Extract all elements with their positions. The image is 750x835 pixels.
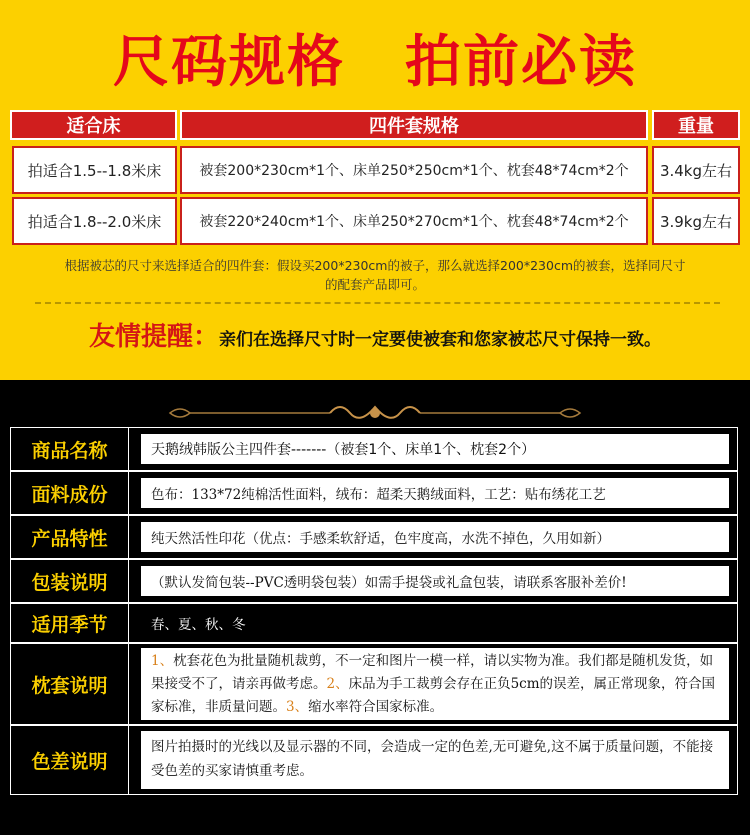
pillow-num-3: 3、 [286, 699, 309, 715]
info-row-name [10, 427, 738, 471]
info-label: 枕套说明 [11, 644, 129, 724]
decorative-ornament-icon [0, 400, 750, 426]
info-value [141, 648, 729, 721]
header-weight: 重量 [652, 110, 740, 140]
pillow-num-2: 2、 [326, 676, 349, 692]
info-value-box [141, 648, 729, 720]
title-must-read: 拍前必读 [405, 30, 637, 95]
info-row-season [10, 603, 738, 643]
title-size-spec: 尺码规格 [113, 30, 345, 95]
friendly-reminder [0, 316, 750, 353]
page-title [0, 18, 750, 98]
info-row-fabric [10, 471, 738, 515]
info-row-feature [10, 515, 738, 559]
row1-weight: 3.4kg左右 [652, 146, 740, 194]
size-note-line2: 的配套产品即可。 [324, 277, 425, 292]
header-spec: 四件套规格 [180, 110, 648, 140]
info-label: 包装说明 [11, 560, 129, 602]
info-row-packaging [10, 559, 738, 603]
row2-weight: 3.9kg左右 [652, 197, 740, 245]
info-value: 色布：133*72纯棉活性面料，绒布：超柔天鹅绒面料，工艺：贴布绣花工艺 [151, 487, 606, 503]
row1-bed: 拍适合1.5--1.8米床 [12, 146, 177, 194]
pillow-text-2: 床品为手工裁剪会存在正负5cm的误差，属正常现象，符合国家标准，非质量问题。 [151, 676, 716, 715]
row2-bed: 拍适合1.8--2.0米床 [12, 197, 177, 245]
info-value: 纯天然活性印花（优点：手感柔软舒适，色牢度高，水洗不掉色，久用如新） [151, 531, 610, 547]
info-value: 图片拍摄时的光线以及显示器的不同，会造成一定的色差,无可避免,这不属于质量问题，不能接受色差的买家请慎重考虑。 [151, 739, 714, 779]
size-note [30, 256, 720, 294]
reminder-label: 友情提醒： [88, 322, 219, 352]
info-value-box [141, 478, 729, 508]
size-note-line1: 根据被芯的尺寸来选择适合的四件套：假设买200*230cm的被子，那么就选择200*230cm的被套，选择同尺寸 [64, 258, 686, 273]
info-value-box [141, 731, 729, 789]
pillow-num-1: 1、 [151, 653, 174, 669]
info-value-box [141, 522, 729, 552]
info-row-pillow [10, 643, 738, 725]
info-label: 商品名称 [11, 428, 129, 470]
size-section [0, 0, 750, 380]
info-value: 天鹅绒韩版公主四件套-------（被套1个、床单1个、枕套2个） [151, 442, 536, 458]
info-value: 春、夏、秋、冬 [151, 617, 246, 633]
info-value-box [141, 566, 729, 596]
pillow-text-3: 缩水率符合国家标准。 [308, 699, 444, 715]
info-label: 色差说明 [11, 726, 129, 794]
info-value: （默认发简包装--PVC透明袋包装）如需手提袋或礼盒包装，请联系客服补差价! [151, 575, 627, 591]
info-label: 适用季节 [11, 604, 129, 642]
reminder-text: 亲们在选择尺寸时一定要使被套和您家被芯尺寸保持一致。 [219, 330, 661, 350]
pillow-text-1: 枕套花色为批量随机裁剪，不一定和图片一模一样，请以实物为准。我们都是随机发货，如果接受不了，请亲再做考虑。 [151, 653, 714, 692]
header-bed: 适合床 [10, 110, 177, 140]
row2-spec: 被套220*240cm*1个、床单250*270cm*1个、枕套48*74cm*2个 [180, 197, 648, 245]
info-label: 产品特性 [11, 516, 129, 558]
row1-spec: 被套200*230cm*1个、床单250*250cm*1个、枕套48*74cm*2个 [180, 146, 648, 194]
info-label: 面料成份 [11, 472, 129, 514]
info-row-color [10, 725, 738, 795]
info-value-box [141, 610, 729, 636]
dashed-divider [35, 302, 720, 304]
info-value-box [141, 434, 729, 464]
